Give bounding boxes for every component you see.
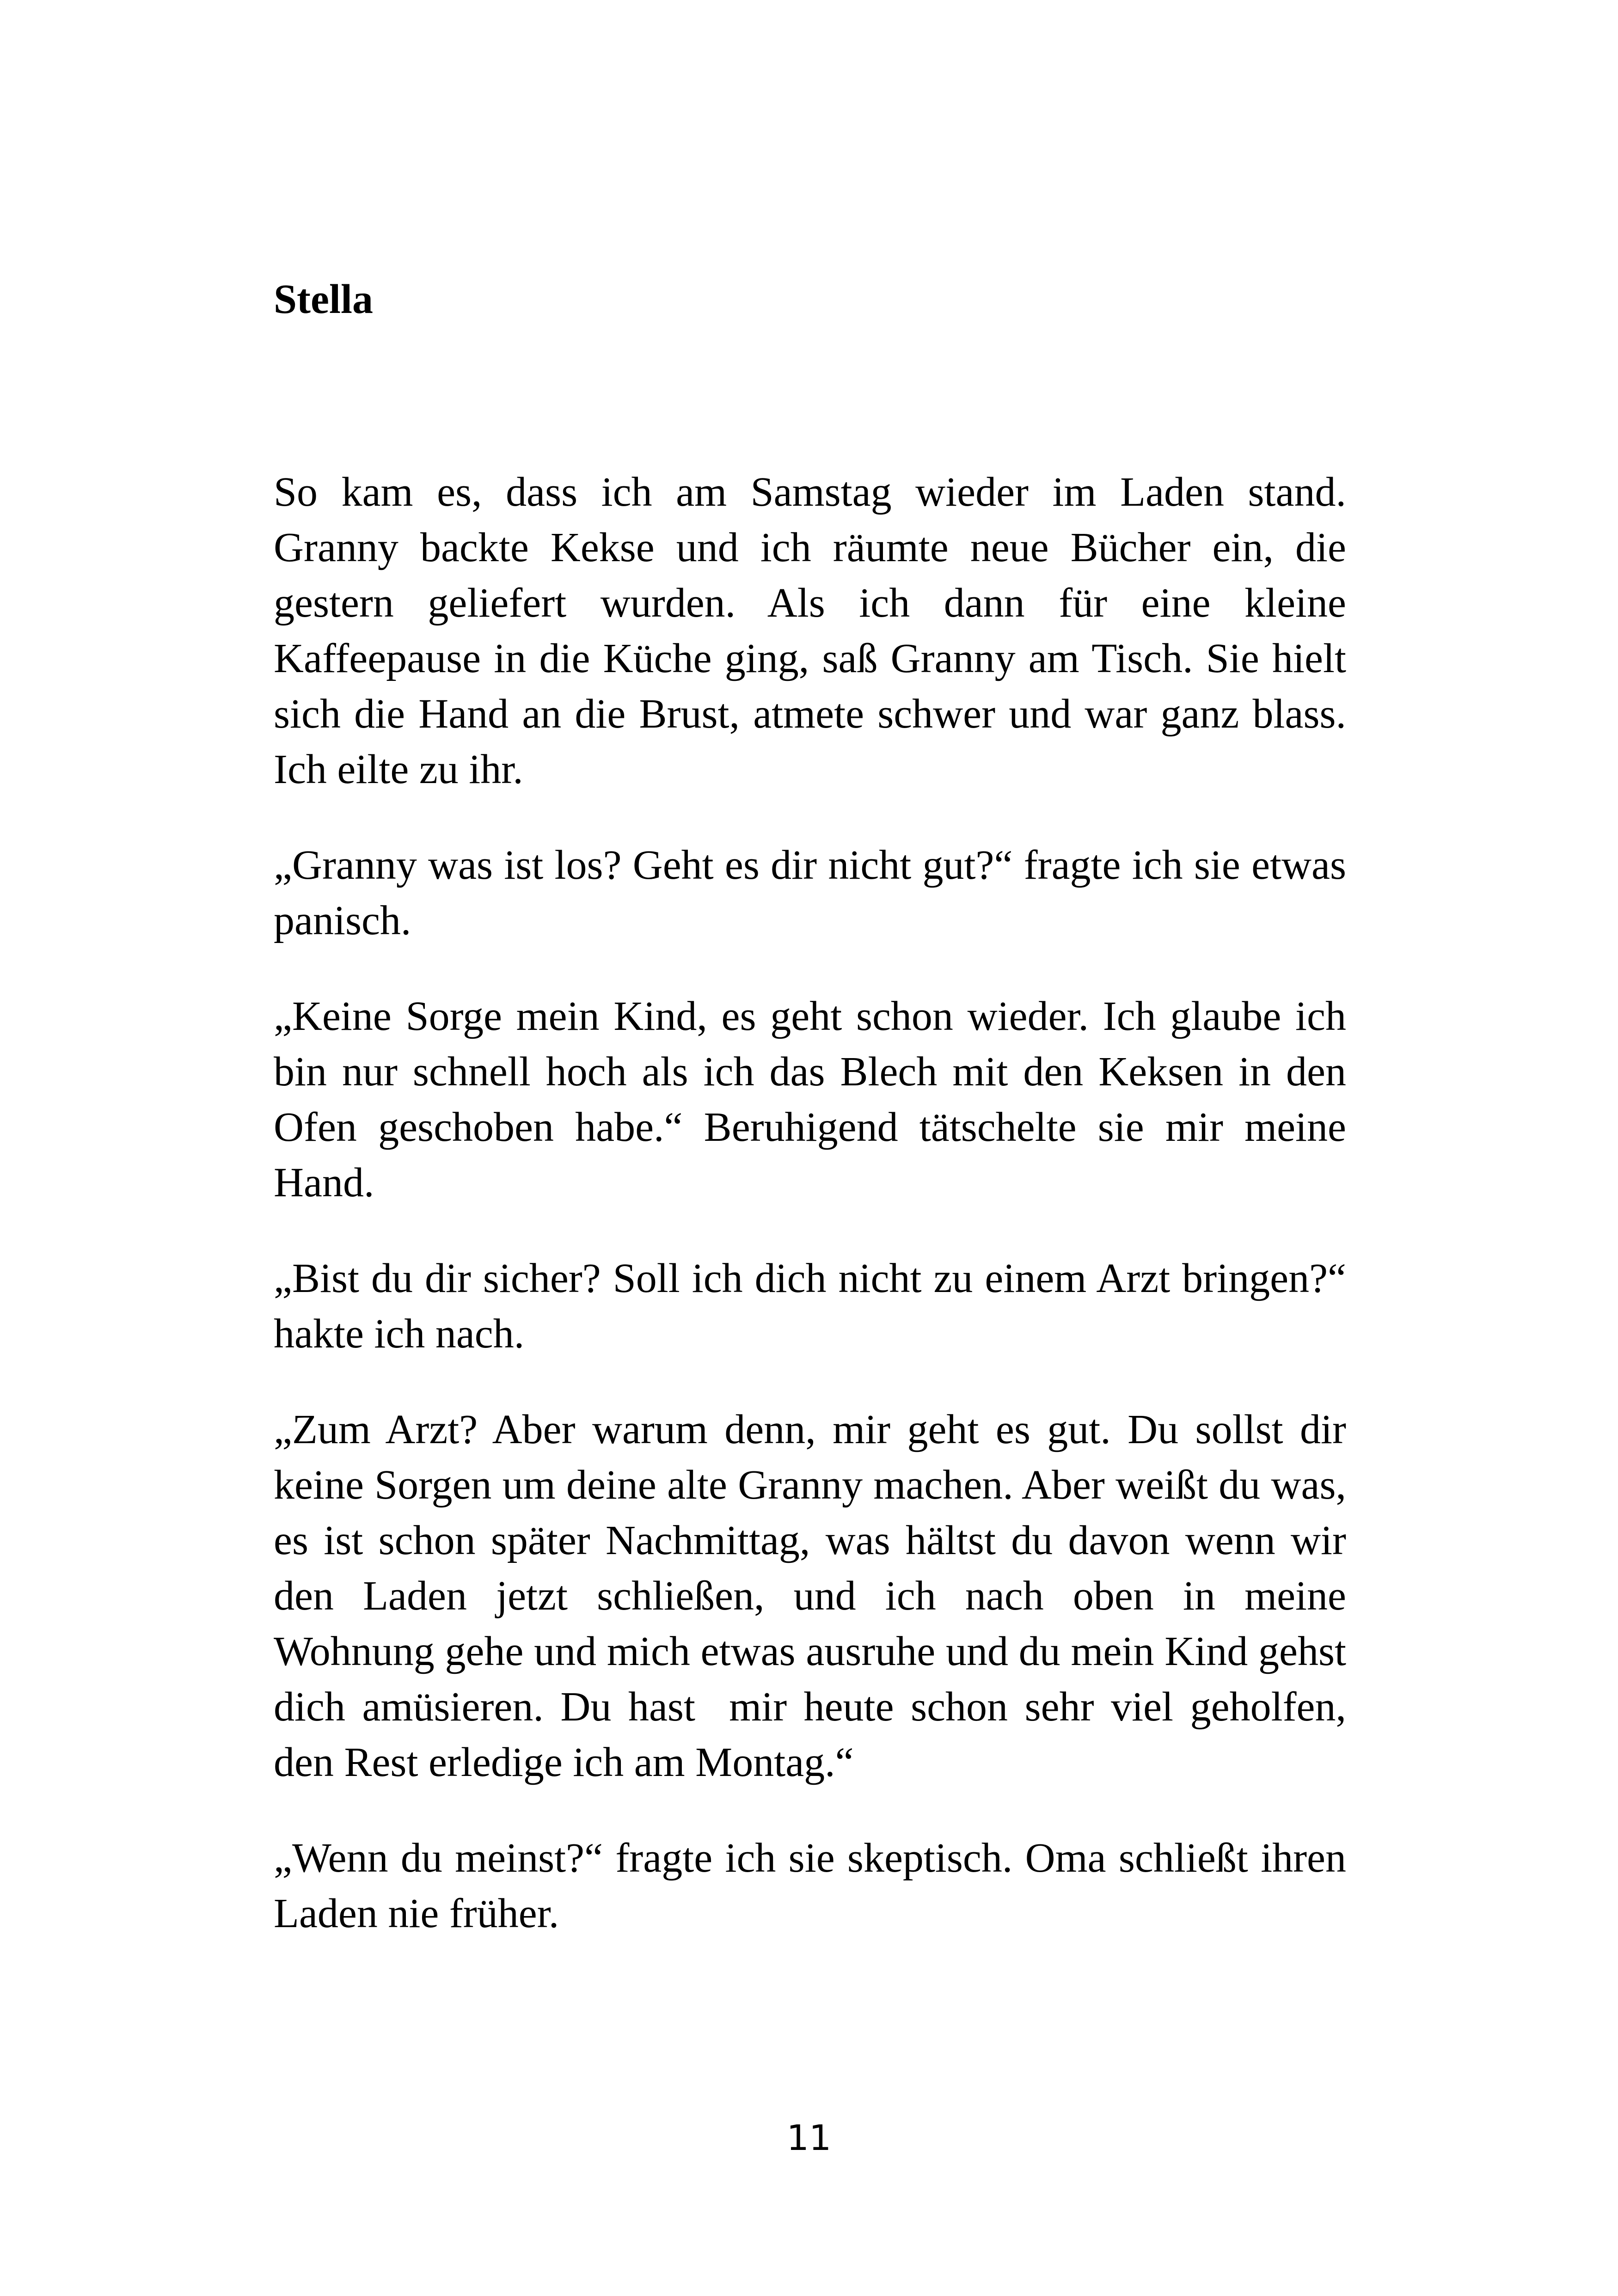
paragraph: „Bist du dir sicher? Soll ich dich nicht zu einem Arzt bringen?“ hakte ich nach. bbox=[274, 1255, 1357, 1357]
body-text bbox=[274, 465, 1357, 1982]
paragraph: „Wenn du meinst?“ fragte ich sie skeptisch. Oma schließt ihren Laden nie früher. bbox=[274, 1835, 1357, 1936]
paragraph: „Keine Sorge mein Kind, es geht schon wieder. Ich glaube ich bin nur schnell hoch als ich das Blech mit den Keksen in den Ofen geschoben habe.“ Beruhigend tätschelte sie mir meine Hand. bbox=[274, 993, 1357, 1206]
paragraph: „Granny was ist los? Geht es dir nicht gut?“ fragte ich sie etwas panisch. bbox=[274, 842, 1357, 943]
paragraph: So kam es, dass ich am Samstag wieder im Laden stand. Granny backte Kekse und ich räumte neue Bücher ein, die gestern geliefert wurden. Als ich dann für eine kleine Kaffeepause in die Küche ging, saß Granny am Tisch. Sie hielt sich die Hand an die Brust, atmete schwer und war ganz blass. Ich eilte zu ihr. bbox=[274, 469, 1357, 792]
page-number: 11 bbox=[786, 2117, 832, 2158]
paragraph: „Zum Arzt? Aber warum denn, mir geht es gut. Du sollst dir keine Sorgen um deine alte Granny machen. Aber weißt du was, es ist schon später Nachmittag, was hältst du davon wenn wir den Laden jetzt schließen, und ich nach oben in meine Wohnung gehe und mich etwas ausruhe und du mein Kind gehst dich amüsieren. Du hast mir heute schon sehr viel geholfen, den Rest erledige ich am Montag.“ bbox=[274, 1407, 1357, 1785]
chapter-title: Stella bbox=[274, 276, 373, 322]
